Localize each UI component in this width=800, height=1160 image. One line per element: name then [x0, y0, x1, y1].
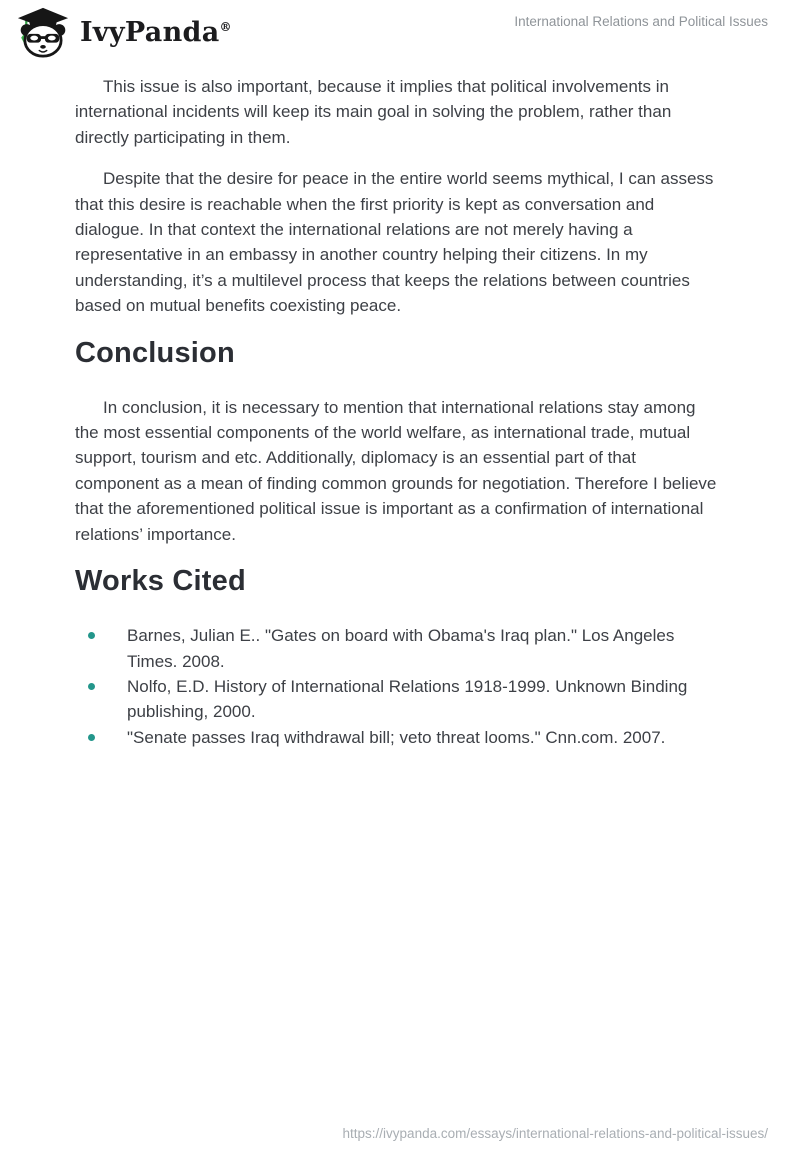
citation-text: Nolfo, E.D. History of International Relations 1918-1999. Unknown Binding publishing, 2000. — [127, 676, 688, 722]
source-url: https://ivypanda.com/essays/international-relations-and-political-issues/ — [342, 1126, 768, 1141]
document-content — [75, 74, 721, 750]
running-head-title: International Relations and Political Issues — [514, 14, 768, 29]
citation-text: Barnes, Julian E.. "Gates on board with Obama's Iraq plan." Los Angeles Times. 2008. — [127, 626, 675, 671]
brand-name — [80, 17, 232, 48]
citation-item — [75, 725, 721, 750]
citation-text: "Senate passes Iraq withdrawal bill; veto threat looms." Cnn.com. 2007. — [127, 727, 666, 747]
paragraph-issue-importance: This issue is also important, because it implies that political involvements in international incidents will keep its main goal in solving the problem, rather than directly participating in them. — [75, 77, 672, 147]
ivypanda-panda-logo-icon — [14, 6, 72, 58]
conclusion-heading: Conclusion — [75, 336, 235, 369]
brand — [14, 6, 232, 58]
works-cited-heading: Works Cited — [75, 565, 246, 598]
bullet-icon — [88, 683, 95, 690]
page-header — [0, 0, 800, 64]
citation-item — [75, 623, 721, 674]
citation-item — [75, 674, 721, 725]
bullet-icon — [88, 632, 95, 639]
works-cited-list — [75, 623, 721, 750]
paragraph-desire-for-peace: Despite that the desire for peace in the entire world seems mythical, I can assess that this desire is reachable when the first priority is kept as conversation and dialogue. In that context the international relations are not merely having a representative in an embassy in another country helping their citizens. In my understanding, it’s a multilevel process that keeps the relations between countries based on mutual benefits coexisting peace. — [75, 169, 714, 316]
paragraph-conclusion: In conclusion, it is necessary to mention that international relations stay among the most essential components of the world welfare, as international trade, mutual support, tourism and etc. Additionally, diplomacy is an essential part of that component as a mean of finding common grounds for negotiation. Therefore I believe that the aforementioned political issue is important as a confirmation of international relations’ importance. — [75, 397, 717, 544]
bullet-icon — [88, 734, 95, 741]
registered-trademark: ® — [219, 19, 232, 34]
brand-name-text: IvyPanda — [80, 16, 220, 48]
